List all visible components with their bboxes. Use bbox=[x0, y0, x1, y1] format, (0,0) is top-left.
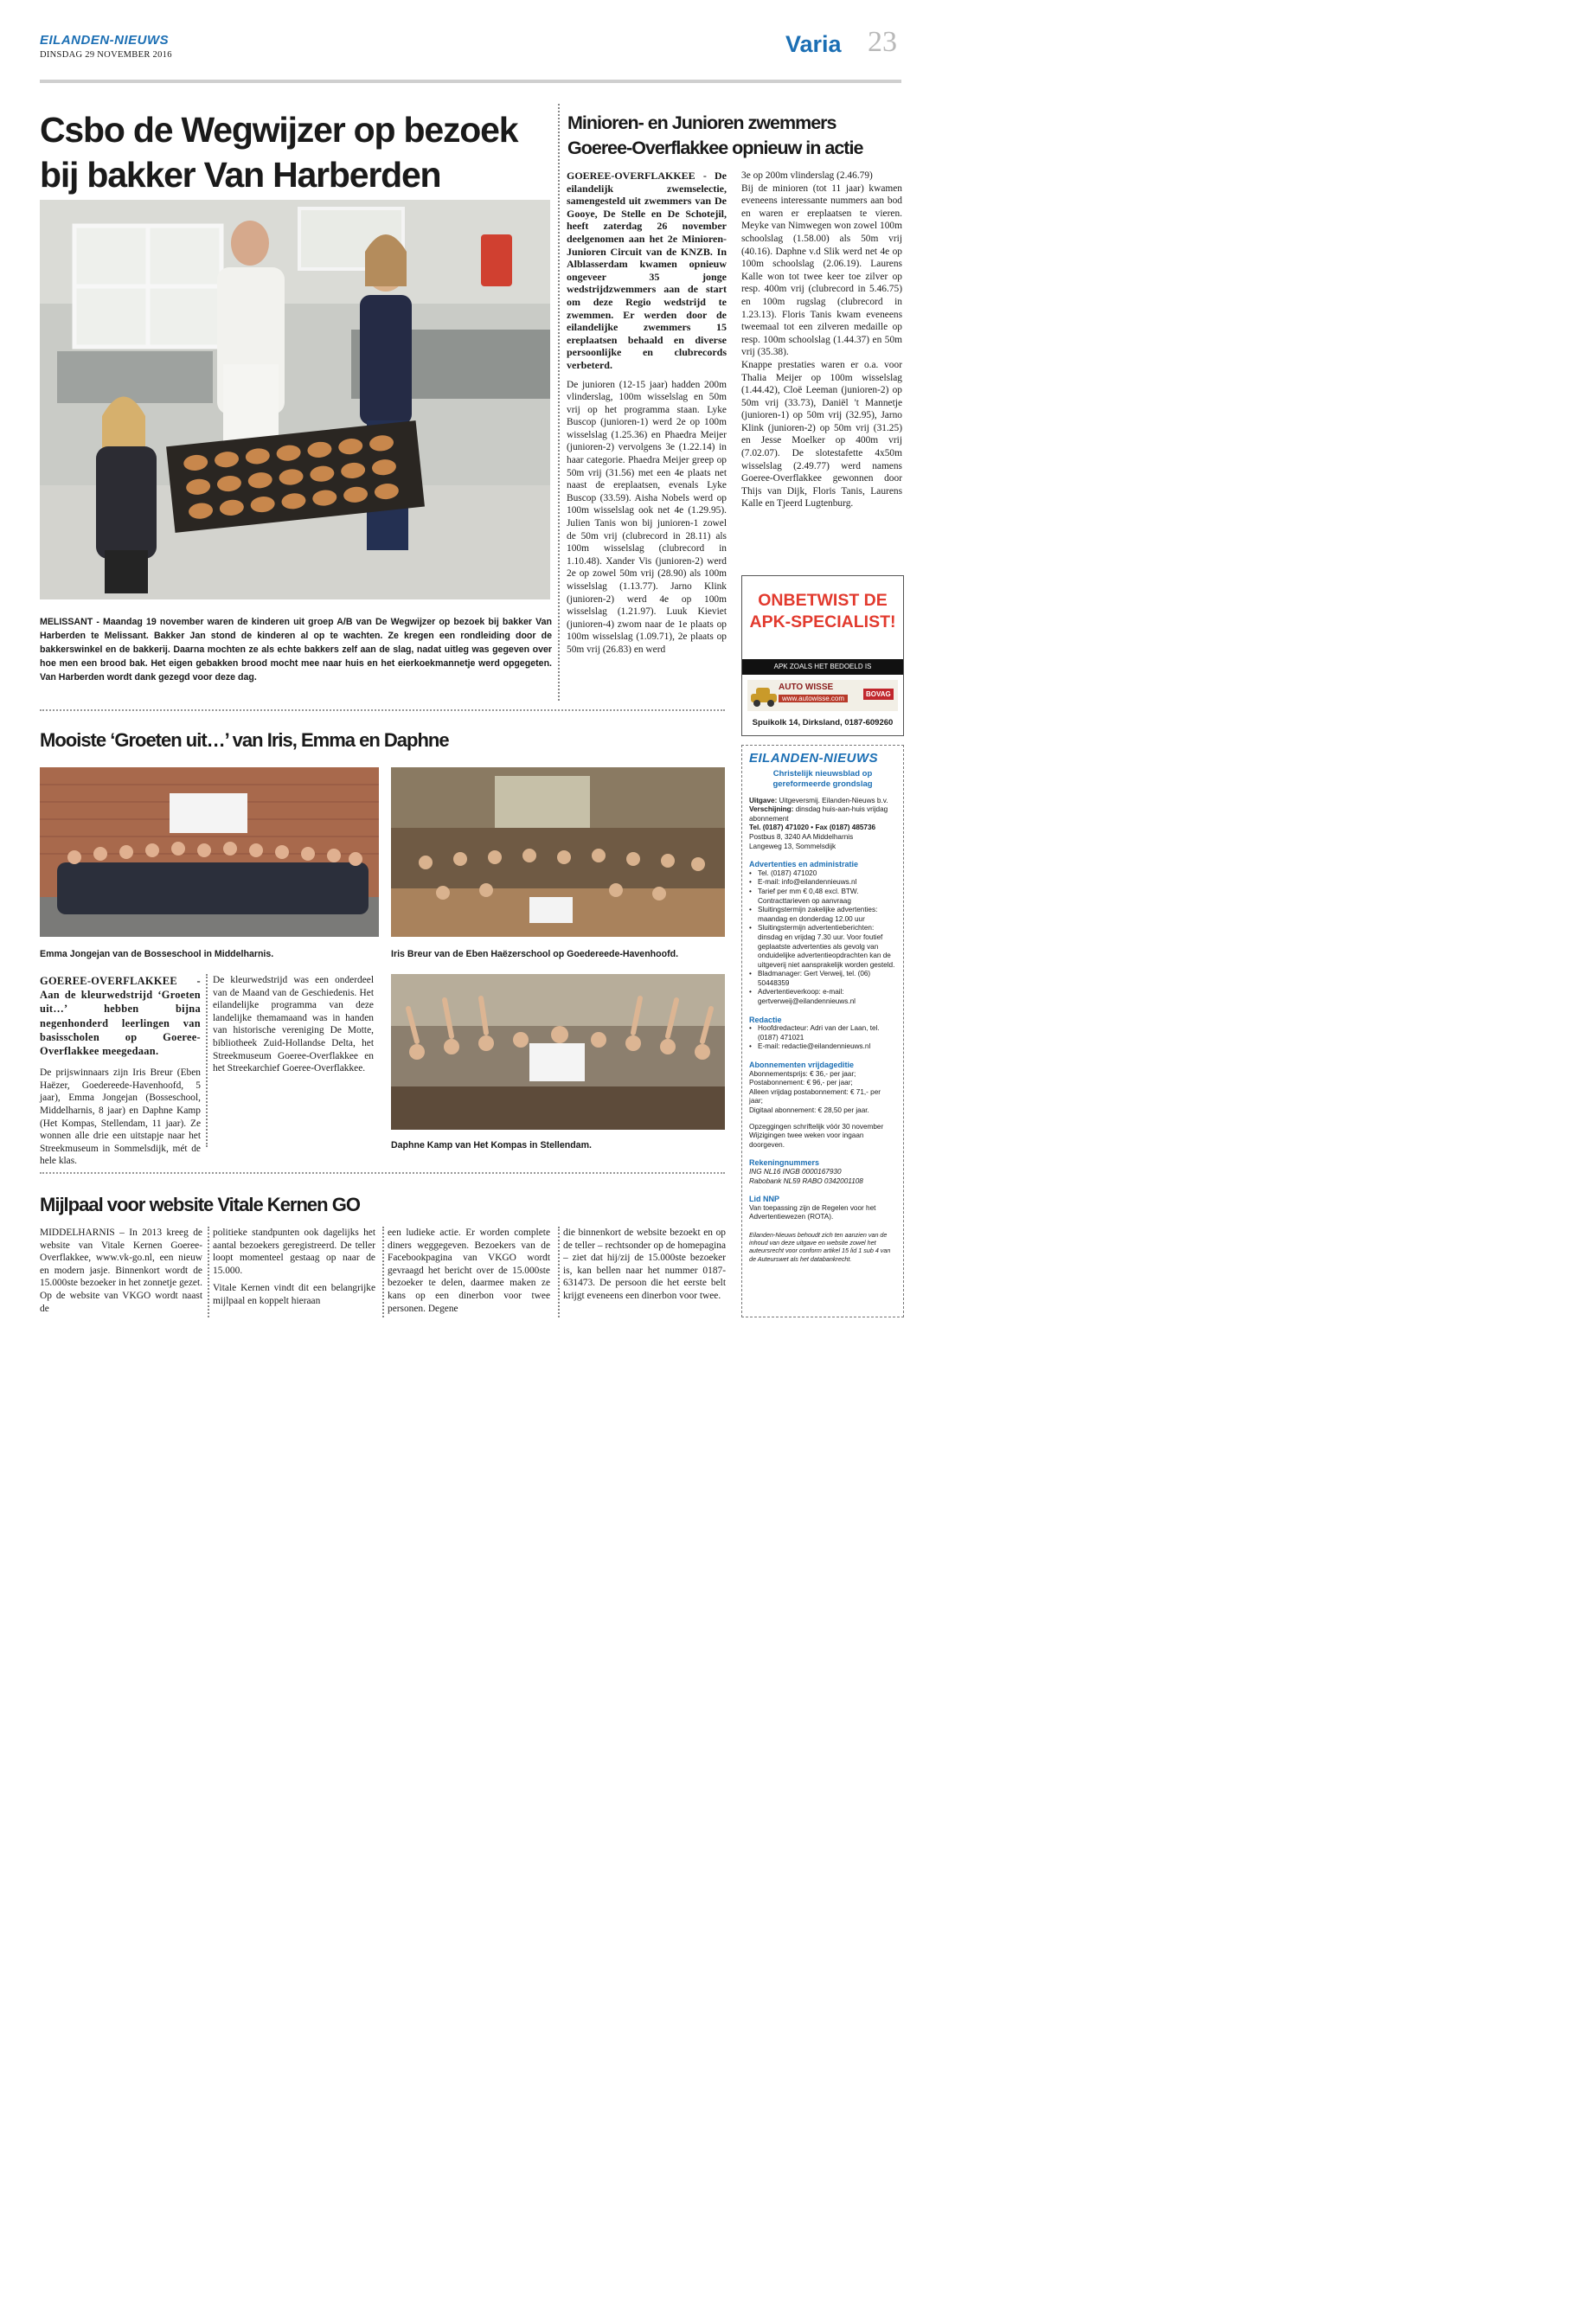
subscription-line: Alleen vrijdag postabonnement: € 71,- per jaar; bbox=[749, 1087, 881, 1106]
ad-tagline: APK ZOALS HET BEDOELD IS bbox=[742, 659, 903, 675]
verschijning-value: dinsdag huis-aan-huis vrijdag abonnement bbox=[749, 805, 888, 823]
ad-url[interactable]: www.autowisse.com bbox=[779, 695, 848, 702]
classroom-photo-illustration bbox=[391, 767, 725, 937]
groeten-photo-daphne bbox=[391, 974, 725, 1130]
mijlpaal-column-4: die binnenkort de website bezoekt en op de teller – rechtsonder op de homepagina – ziet dat hij/zij de 15.000ste bezoeker is, kan bellen naar het nummer 0187- 631473. De persoon die het eerste belt krijgt eveneens een dinerbon voor twee. bbox=[563, 1227, 726, 1301]
groeten-body-1: De prijswinnaars zijn Iris Breur (Eben Haëzer, Goedereede-Havenhoofd, 5 jaar), Emma Jongejan (Bosseschool, Middelharnis, 8 jaar) en Daphne Kamp (Het Kompas, Stellendam, 11 jaar). Ze wonnen alle drie een uitstapje naar het Streekmuseum in Sommelsdijk, mét de hele klas. bbox=[40, 1067, 201, 1167]
daphne-class-photo-illustration bbox=[391, 974, 725, 1130]
adv-email[interactable]: • E-mail: info@eilandennieuws.nl bbox=[749, 878, 896, 888]
ad-headline-line1: ONBETWIST DE bbox=[758, 591, 888, 610]
adv-item: • Tarief per mm € 0,48 excl. BTW. Contracttarieven op aanvraag bbox=[749, 888, 896, 906]
advertising-heading: Advertenties en administratie bbox=[749, 860, 859, 869]
header-rule bbox=[40, 80, 901, 83]
redactie-section bbox=[742, 1016, 903, 1052]
zwemmers-body-2a: 3e op 200m vlinderslag (2.46.79) bbox=[741, 170, 873, 181]
mijlpaal-divider-3 bbox=[558, 1227, 560, 1317]
mijlpaal-column-2 bbox=[213, 1227, 375, 1308]
daphne-photo-caption: Daphne Kamp van Het Kompas in Stellendam. bbox=[391, 1140, 592, 1150]
publisher-info bbox=[742, 797, 903, 852]
colophon-subtitle bbox=[742, 767, 903, 797]
emma-photo-caption: Emma Jongejan van de Bosseschool in Middelharnis. bbox=[40, 949, 274, 959]
ad-headline bbox=[742, 590, 903, 633]
mijlpaal-headline: Mijlpaal voor website Vitale Kernen GO bbox=[40, 1194, 360, 1215]
ad-brand: AUTO WISSE bbox=[779, 683, 834, 692]
bank-section bbox=[742, 1158, 903, 1186]
groeten-photo-emma bbox=[40, 767, 379, 937]
page-number: 23 bbox=[868, 26, 897, 58]
adv-item: • Sluitingstermijn zakelijke advertenties: maandag en donderdag 12.00 uur bbox=[749, 906, 896, 924]
bank-line: ING NL16 INGB 0000167930 bbox=[749, 1167, 842, 1176]
bank-line: Rabobank NL59 RABO 0342001108 bbox=[749, 1176, 863, 1185]
nnp-section bbox=[742, 1195, 903, 1222]
nnp-heading: Lid NNP bbox=[749, 1195, 779, 1204]
uitgave-value: Uitgeversmij. Eilanden-Nieuws b.v. bbox=[779, 796, 888, 804]
class-photo-illustration bbox=[40, 767, 379, 937]
mijlpaal-column-3: een ludieke actie. Er worden complete diners weggegeven. Bezoekers van de Facebookpagina van VKGO wordt gevraagd het bericht over de 15.000ste bezoeker te delen, daarmee maken ze kans op een dinerbon voor twee personen. Degene bbox=[388, 1227, 550, 1314]
redactie-email[interactable]: • E-mail: redactie@eilandennieuws.nl bbox=[749, 1042, 896, 1052]
cancellation-note: Opzeggingen schriftelijk vóór 30 november Wijzigingen twee weken voor ingaan doorgeven. bbox=[749, 1122, 884, 1149]
adv-item: • Bladmanager: Gert Verweij, tel. (06) 50448359 bbox=[749, 970, 896, 988]
colophon-subtitle-line1: Christelijk nieuwsblad op bbox=[772, 768, 873, 779]
uitgave-label: Uitgave: bbox=[749, 796, 778, 804]
section-divider bbox=[40, 709, 725, 711]
mijlpaal-column-1: MIDDELHARNIS – In 2013 kreeg de website van Vitale Kernen Goeree-Overflakkee, www.vk-go.nl, een nieuw en modern jasje. Binnenkort wordt de 15.000ste bezoeker in het zonnetje gezet. Op de website van VKGO wordt naast de bbox=[40, 1227, 202, 1314]
mijlpaal-divider-2 bbox=[382, 1227, 384, 1317]
nnp-text: Van toepassing zijn de Regelen voor het Advertentiewezen (ROTA). bbox=[749, 1203, 876, 1221]
subscription-section bbox=[742, 1061, 903, 1150]
phone-fax: Tel. (0187) 471020 • Fax (0187) 485736 bbox=[749, 824, 876, 832]
bank-heading: Rekeningnummers bbox=[749, 1158, 820, 1168]
zwemmers-body-1: De junioren (12-15 jaar) hadden 200m vlinderslag, 100m wisselslag en 50m vrij op het programma staan. Lyke Buscop (junioren-1) werd 2e op 100m wisselslag (1.25.36) en Phaedra Meijer (junioren-2) vervolgens 3e (1.22.14) in haar categorie. Phaedra Meijer greep op 50m vrij (31.56) met een 4e plaats net naast de ereplaatsen, evenals Lyke Buscop (33.59). Aisha Nobels werd op 100m wisselslag ook net 4e (1.29.95). Julien Tanis won bij junioren-1 zowel de 50m vrij (clubrecord in 28.11) als 100m wisselslag (clubrecord in 1.10.48). Xander Vis (junioren-2) werd 2e op zowel 50m vrij (28.90) als 100m wisselslag (1.13.77). Jarno Klink (junioren-2) werd 4e op 100m wisselslag (1.21.97). Luuk Kieviet (junioren-4) zwom naar de 1e plaats op 100m wisselslag (1.09.71), 2e plaats op 50m vrij (26.83) en werd bbox=[567, 379, 727, 655]
subscription-line: Digitaal abonnement: € 28,50 per jaar. bbox=[749, 1106, 869, 1114]
zwemmers-body-2b: Bij de minioren (tot 11 jaar) kwamen eveneens interessante nummers aan bod en waren er ereplaatsen te vieren. Meyke van Nimwegen won zowel 100m schoolslag (1.58.00) als 50m vrij (40.16). Daphne v.d Slik werd net 4e op 100m schoolslag (2.06.19). Laurens Kalle won tot twee keer toe zilver op resp. 400m vrij (clubrecord in 5.46.75) en 100m rugslag (clubrecord in 1.23.13). Floris Tanis kwam eveneens tweemaal tot een zilveren medaille op resp. 100m schoolslag (1.44.37) en 50m vrij (35.38). bbox=[741, 183, 902, 358]
issue-date: DINSDAG 29 NOVEMBER 2016 bbox=[40, 50, 172, 60]
zwemmers-headline bbox=[567, 111, 905, 161]
postal-address: Postbus 8, 3240 AA Middelharnis bbox=[749, 832, 854, 841]
groeten-column-divider bbox=[206, 974, 208, 1147]
zwemmers-body-2c: Knappe prestaties waren er o.a. voor Thalia Meijer op 100m wisselslag (1.44.42), Cloë Leeman (junioren-2) op 50m vrij (33.73), Daniël 't Mannetje (junioren-1) op 50m vrij (32.95), Jarno Klink (junioren-2) op 50m vrij (31.25) en Jesse Moelker op 400m vrij (7.02.07). De slotestafette 4x50m wisselslag (2.49.77) werd namens Goeree-Overflakkee gewonnen door Thijs van Dijk, Floris Tanis, Laurens Kalle en Tjeerd Lugtenburg. bbox=[741, 359, 902, 510]
section-title: Varia bbox=[785, 31, 842, 57]
subscription-line: Postabonnement: € 96,- per jaar; bbox=[749, 1079, 853, 1087]
street-address: Langeweg 13, Sommelsdijk bbox=[749, 842, 836, 850]
zwemmers-column-1 bbox=[567, 170, 727, 660]
apk-advertisement[interactable] bbox=[741, 575, 904, 736]
iris-photo-caption: Iris Breur van de Eben Haëzerschool op Goedereede-Havenhoofd. bbox=[391, 949, 679, 959]
groeten-headline: Mooiste ‘Groeten uit…’ van Iris, Emma en Daphne bbox=[40, 729, 449, 751]
mijlpaal-divider-1 bbox=[208, 1227, 209, 1317]
bovag-logo: BOVAG bbox=[863, 689, 894, 700]
mijlpaal-body-2a: politieke standpunten ook dagelijks het aantal bezoekers geregistreerd. De teller loopt momenteel gestaag op naar de 15.000. bbox=[213, 1227, 375, 1276]
redactie-item: • Hoofdredacteur: Adri van der Laan, tel. (0187) 471021 bbox=[749, 1024, 896, 1042]
masthead-logo: EILANDEN-NIEUWS bbox=[40, 33, 170, 48]
ad-headline-line2: APK-SPECIALIST! bbox=[749, 612, 896, 631]
bakker-photo bbox=[40, 200, 550, 599]
bakker-caption: MELISSANT - Maandag 19 november waren de kinderen uit groep A/B van De Wegwijzer op bezoek bij bakker Van Harberden te Melissant. Bakker Jan stond de kinderen al op te wachten. Ze kregen een rondleiding door de bakkerswinkel en de bakkerij. Daarna mochten ze als echte bakkers zelf aan de slag, nadat uitleg was gegeven over hoe men een brood bak. Het eigen gebakken brood mocht mee naar huis en het eierkoekmannetje werd opgegeten. Van Harberden wordt dank gezegd voor deze dag. bbox=[40, 617, 552, 683]
ad-address: Spuikolk 14, Dirksland, 0187-609260 bbox=[752, 718, 894, 727]
colophon-logo: EILANDEN-NIEUWS bbox=[749, 751, 879, 766]
bakker-headline-line1: Csbo de Wegwijzer op bezoek bbox=[40, 110, 518, 150]
ad-logo-strip bbox=[747, 680, 898, 711]
adv-sales-email[interactable]: • Advertentieverkoop: e-mail: gertverweij@eilandennieuws.nl bbox=[749, 988, 896, 1006]
zwemmers-column-2 bbox=[741, 170, 902, 510]
zwemmers-headline-line2: Goeree-Overflakkee opnieuw in actie bbox=[567, 138, 863, 158]
bakker-headline bbox=[40, 107, 550, 197]
advertising-section bbox=[742, 860, 903, 1007]
groeten-column-2 bbox=[213, 974, 374, 1075]
groeten-photo-iris bbox=[391, 767, 725, 937]
colophon-box bbox=[741, 745, 904, 1317]
copyright-disclaimer: Eilanden-Nieuws behoudt zich ten aanzien van de inhoud van deze uitgave en website zowel het auteursrecht voor conform artikel 15 lid 1 sub 4 van de Auteurswet als het databankrecht. bbox=[749, 1230, 891, 1263]
colophon-subtitle-line2: gereformeerde grondslag bbox=[772, 779, 873, 789]
adv-item: • Sluitingstermijn advertentieberichten: dinsdag en vrijdag 7.30 uur. Voor foutief geplaatste advertenties als gevolg van onduidelijke advertentieopdrachten kan de uitgeverij niet aansprakelijk worden gesteld. bbox=[749, 924, 896, 970]
column-divider bbox=[558, 104, 560, 701]
adv-item: • Tel. (0187) 471020 bbox=[749, 869, 896, 879]
subscription-line: Abonnementsprijs: € 36,- per jaar; bbox=[749, 1069, 856, 1078]
redactie-heading: Redactie bbox=[749, 1015, 782, 1024]
groeten-lead: GOEREE-OVERFLAKKEE - Aan de kleurwedstrijd ‘Groeten uit…’ hebben bijna negenhonderd leerlingen van basisscholen op Goeree-Overflakkee meegedaan. bbox=[40, 975, 201, 1058]
mijlpaal-body-2b: Vitale Kernen vindt dit een belangrijke mijlpaal en koppelt hieraan bbox=[213, 1283, 375, 1306]
bakker-photo-illustration bbox=[40, 200, 550, 599]
groeten-body-2: De kleurwedstrijd was een onderdeel van de Maand van de Geschiedenis. Het eilandelijke programma van deze landelijke themamaand was in handen van historische vereniging De Motte, bibliotheek Zuid-Hollandse Delta, het Streekmuseum Goeree-Overflakkee en het Streekarchief Goeree-Overflakkee. bbox=[213, 975, 374, 1074]
zwemmers-headline-line1: Minioren- en Junioren zwemmers bbox=[567, 112, 836, 133]
zwemmers-lead: GOEREE-OVERFLAKKEE - De eilandelijk zwemselectie, samengesteld uit zwemmers van De Gooye, De Stelle en De Schotejil, heeft zaterdag 26 november deelgenomen aan het 2e Minioren-Junioren Circuit van de KNZB. In Alblasserdam kwamen opnieuw ongeveer 35 jonge wedstrijdzwemmers aan de start om deze Regio wedstrijd te zwemmen. Er werden door de eilandelijke zwemmers 15 ereplaatsen behaald en diverse persoonlijke en clubrecords verbeterd. bbox=[567, 170, 727, 371]
section-divider-2 bbox=[40, 1172, 725, 1174]
bakker-headline-line2: bij bakker Van Harberden bbox=[40, 155, 441, 195]
groeten-column-1 bbox=[40, 974, 201, 1171]
verschijning-label: Verschijning: bbox=[749, 805, 794, 814]
car-icon bbox=[749, 683, 779, 708]
subscription-heading: Abonnementen vrijdageditie bbox=[749, 1061, 855, 1070]
